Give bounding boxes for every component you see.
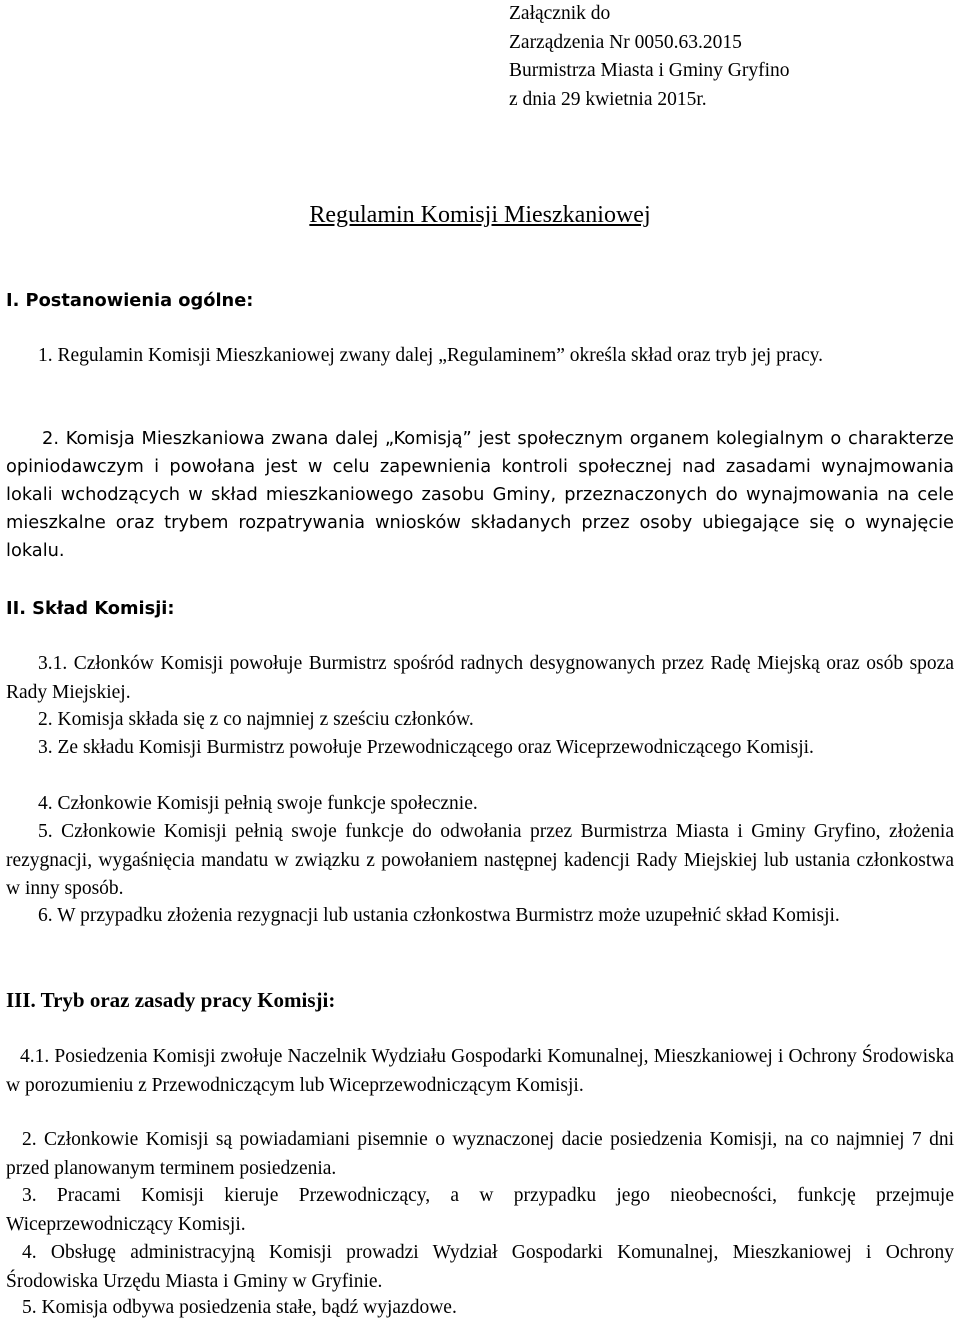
- attachment-header: [509, 0, 790, 114]
- paragraph-text: 2. Komisja składa się z co najmniej z sześciu członków.: [38, 709, 474, 730]
- paragraph-text: 3.1. Członków Komisji powołuje Burmistrz spośród radnych desygnowanych przez Radę Miejską oraz osób spoza Rady Miejskiej.: [6, 653, 954, 703]
- section-2-paragraph-6: [6, 902, 954, 931]
- section-2-paragraph-3: [6, 734, 954, 763]
- section-2-paragraph-1: [6, 650, 954, 707]
- header-line-1: Załącznik do: [509, 3, 611, 24]
- paragraph-text: 5. Komisja odbywa posiedzenia stałe, bądź wyjazdowe.: [22, 1297, 457, 1318]
- paragraph-text: 2. Komisja Mieszkaniowa zwana dalej „Komisją” jest społecznym organem kolegialnym o charakterze opiniodawczym i powołana jest w celu zapewnienia kontroli społecznej nad zasadami wynajmowania lokali wchodzących w skład mieszkaniowego zasobu Gminy, przeznaczonych do wynajmowania na cele mieszkalne oraz trybem rozpatrywania wniosków składanych przez osoby ubiegające się o wynajęcie lokalu.: [6, 428, 954, 561]
- header-line-4: z dnia 29 kwietnia 2015r.: [509, 88, 707, 110]
- section-3-paragraph-1: [6, 1043, 954, 1100]
- section-2-paragraph-4: [6, 790, 954, 819]
- section-1-paragraph-2: [6, 425, 954, 565]
- section-2-paragraph-2: [6, 706, 954, 735]
- section-3-paragraph-3: [6, 1182, 954, 1239]
- document-title: Regulamin Komisji Mieszkaniowej: [309, 202, 651, 228]
- paragraph-text: 1. Regulamin Komisji Mieszkaniowej zwany dalej „Regulaminem” określa skład oraz tryb jej pracy.: [38, 345, 823, 366]
- section-3-heading: III. Tryb oraz zasady pracy Komisji:: [6, 988, 336, 1012]
- paragraph-text: 6. W przypadku złożenia rezygnacji lub ustania członkostwa Burmistrz może uzupełnić skład Komisji.: [38, 905, 840, 926]
- section-2-heading: II. Skład Komisji:: [6, 598, 175, 619]
- paragraph-text: 4. Obsługę administracyjną Komisji prowadzi Wydział Gospodarki Komunalnej, Mieszkaniowej i Ochrony Środowiska Urzędu Miasta i Gminy w Gryfinie.: [6, 1242, 954, 1292]
- section-3-paragraph-2: [6, 1126, 954, 1183]
- header-line-2: Zarządzenia Nr 0050.63.2015: [509, 31, 742, 53]
- paragraph-text: 2. Członkowie Komisji są powiadamiani pisemnie o wyznaczonej dacie posiedzenia Komisji, na co najmniej 7 dni przed planowanym terminem posiedzenia.: [6, 1129, 954, 1179]
- paragraph-text: 5. Członkowie Komisji pełnią swoje funkcje do odwołania przez Burmistrza Miasta i Gminy Gryfino, złożenia rezygnacji, wygaśnięcia mandatu w związku z powołaniem następnej kadencji Rady Miejskiej lub ustania członkostwa w inny sposób.: [6, 821, 954, 899]
- section-1-heading: I. Postanowienia ogólne:: [6, 290, 254, 311]
- section-3-paragraph-4: [6, 1239, 954, 1296]
- paragraph-text: 3. Ze składu Komisji Burmistrz powołuje Przewodniczącego oraz Wiceprzewodniczącego Komisji.: [38, 737, 814, 758]
- header-line-3: Burmistrza Miasta i Gminy Gryfino: [509, 60, 790, 81]
- paragraph-text: 4. Członkowie Komisji pełnią swoje funkcje społecznie.: [38, 793, 478, 814]
- section-2-paragraph-5: [6, 818, 954, 904]
- section-3-paragraph-5: [6, 1294, 954, 1323]
- section-1-paragraph-1: [6, 342, 954, 371]
- paragraph-text: 4.1. Posiedzenia Komisji zwołuje Naczelnik Wydziału Gospodarki Komunalnej, Mieszkaniowej i Ochrony Środowiska w porozumieniu z Przewodniczącym lub Wiceprzewodniczącym Komisji.: [6, 1046, 954, 1096]
- paragraph-text: 3. Pracami Komisji kieruje Przewodniczący, a w przypadku jego nieobecności, funkcję przejmuje Wiceprzewodniczący Komisji.: [6, 1185, 954, 1235]
